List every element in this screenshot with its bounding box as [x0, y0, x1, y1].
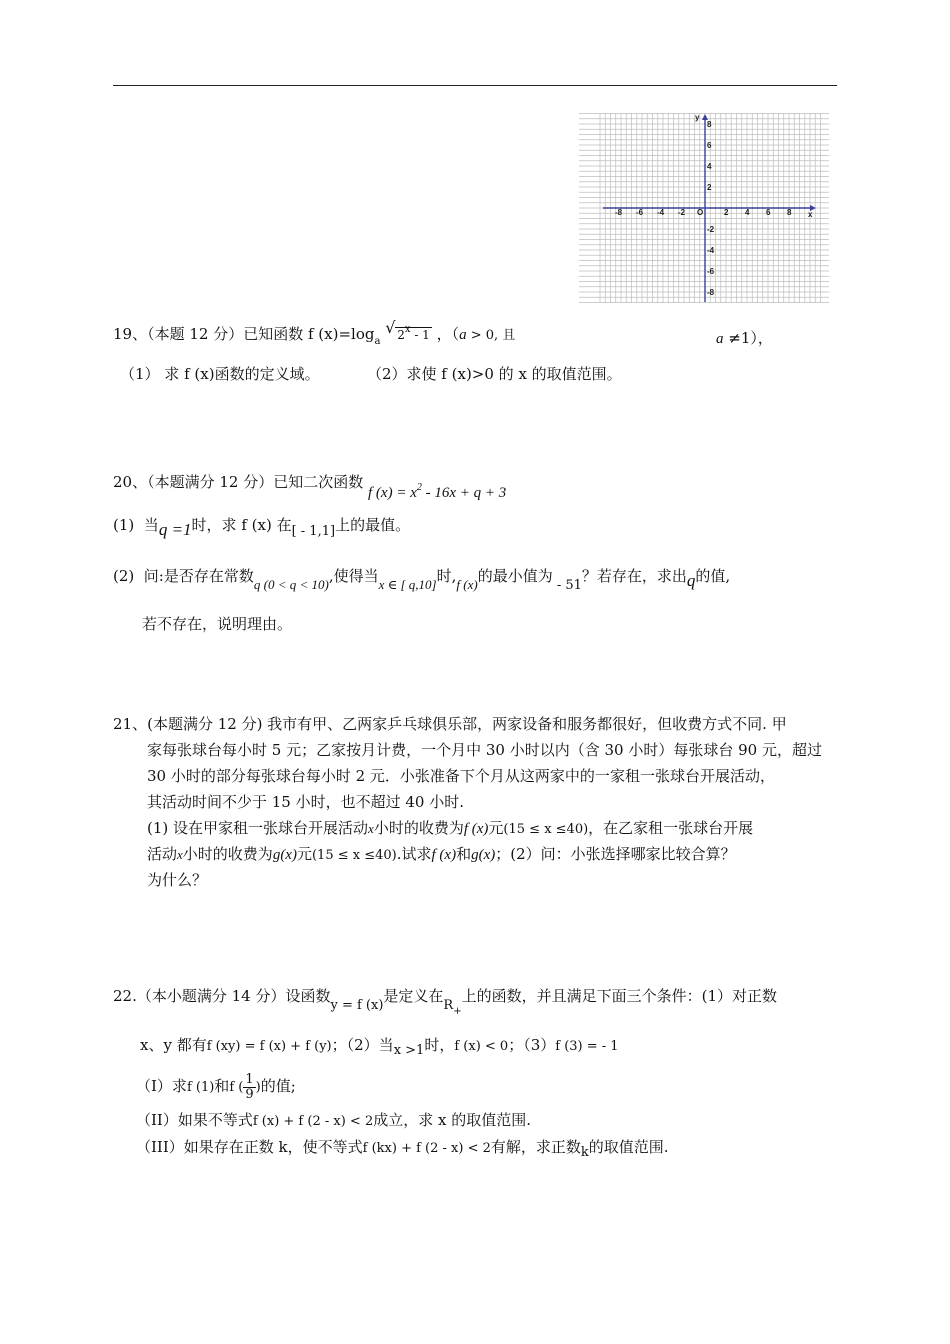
q21-l7: 为什么？: [147, 871, 208, 889]
q22-l4: [136, 1110, 531, 1132]
q22-l5-b: 有解，求正数: [490, 1138, 581, 1156]
q20-p1-a: 当: [143, 516, 159, 534]
q19-cond-open: ，（: [436, 325, 460, 343]
q21-l6-e: 和: [456, 845, 472, 863]
y-tick-label: -8: [707, 288, 715, 297]
q21-l6-f: f (x): [431, 847, 457, 863]
q22-l1-R-letter: R: [443, 998, 454, 1013]
q22-l1-b: 是定义在: [383, 987, 444, 1005]
x-tick-label: -4: [657, 208, 665, 217]
q20-p1-label: (1): [113, 516, 135, 534]
q19-cond2-rest: ≠1），: [723, 329, 773, 347]
q21-l1: 21、(本题满分 12 分) 我市有甲、乙两家乒乓球俱乐部，两家设备和服务都很好，但收费方式不同. 甲: [113, 715, 787, 733]
q20-func-base: f (x) = x: [368, 485, 417, 501]
q19-line: [113, 320, 515, 352]
q20-part1: [113, 515, 410, 537]
q20-p2-val: - 51: [552, 578, 582, 593]
q21-l5-b: 小时的收费为: [373, 819, 464, 837]
q21-l6-range: (15 ≤ x ≤40): [311, 848, 397, 863]
q20-p2-line2: 若不存在，说明理由。: [142, 615, 293, 633]
q20-p1-b: 时，求 f (x) 在: [191, 516, 292, 534]
q22-l5-ineq: f (kx) + f (2 - x) < 2: [362, 1141, 491, 1156]
q20-p2-f: f (x): [456, 577, 478, 592]
q20-p2-c: 时,: [436, 567, 457, 585]
q19-radicand-rest: - 1: [410, 328, 430, 342]
q19-cond2-a: a: [716, 331, 724, 347]
q22-l2-c: 时，: [424, 1036, 455, 1054]
q20-head-line: [113, 468, 507, 501]
q19-cond-a: a: [459, 327, 467, 343]
q22-l3-f: f (: [229, 1080, 244, 1095]
q20-p2-q: q (0 < q < 10): [253, 577, 329, 592]
q20-func-exp: 2: [416, 482, 422, 493]
q22-l3-den: 9: [245, 1086, 254, 1102]
q22-l3-c: 的值;: [260, 1077, 296, 1095]
x-tick-label: O: [697, 208, 704, 217]
q22-l5-a: （III）如果存在正数 k，使不等式: [136, 1138, 363, 1156]
q20-p2-e: ？若存在，求出: [581, 567, 687, 585]
q21-l4: 其活动时间不少于 15 小时，也不超过 40 小时.: [147, 793, 465, 811]
q22-l2-d: ；（3）: [508, 1036, 556, 1054]
q22-l1-c: 上的函数，并且满足下面三个条件：(1）对正数: [461, 987, 778, 1005]
q22-l5-c: 的取值范围.: [588, 1138, 669, 1156]
q21-l6-c: 元: [296, 845, 312, 863]
q21-l5-x: x: [368, 821, 374, 836]
q22-l1-R: [443, 998, 462, 1017]
x-tick-label: -6: [636, 208, 644, 217]
q22-l4-a: （II）如果不等式: [136, 1111, 253, 1129]
q20-p2-q2: q: [686, 571, 696, 590]
q22-l3-num: 1: [245, 1071, 254, 1087]
q20-p1-q: q =1: [158, 520, 192, 539]
q20-part2: [113, 566, 731, 593]
q22-l2-a: x、y 都有: [140, 1036, 207, 1054]
y-tick-label: -6: [707, 267, 715, 276]
q21-l2: 家每张球台每小时 5 元；乙家按月计费，一个月中 30 小时以内（含 30 小时）每张球台 90 元，超过: [147, 741, 822, 759]
x-tick-label: 6: [766, 208, 771, 217]
q20-p2-a: 问:是否存在常数: [143, 567, 254, 585]
q22-l3-f1: f (1): [186, 1080, 215, 1095]
q19-log-base: a: [374, 336, 381, 347]
q22-l3-frac: [243, 1073, 255, 1102]
q22-l2-x: x >1: [393, 1043, 425, 1058]
q20-p2-d: 的最小值为: [477, 567, 553, 585]
y-axis-label: y: [695, 113, 700, 122]
q22-l4-ineq: f (x) + f (2 - x) < 2: [252, 1114, 374, 1129]
q22-l1: [113, 986, 778, 1017]
q21-l6-d: .试求: [396, 845, 432, 863]
q20-head: 20、（本题满分 12 分）已知二次函数: [113, 473, 364, 491]
header-rule: [113, 85, 837, 86]
q21-l6-b: 小时的收费为: [182, 845, 273, 863]
q22-l2-b: ；（2）当: [331, 1036, 394, 1054]
q19-cond-mid: > 0, 且: [466, 328, 516, 343]
q21-l5: [147, 818, 753, 840]
x-tick-label: 8: [787, 208, 792, 217]
q22-l2-eq: f (xy) = f (x) + f (y): [206, 1039, 332, 1054]
q21-l3: 30 小时的部分每张球台每小时 2 元．小张准备下个月从这两家中的一家租一张球台开展活动，: [147, 767, 775, 785]
q20-p2-f2: 的值,: [695, 567, 731, 585]
sqrt-icon: √: [385, 318, 396, 337]
y-tick-label: -4: [707, 246, 715, 255]
q22-l3-b: 和: [214, 1077, 230, 1095]
q20-func-rest: - 16x + q + 3: [421, 485, 507, 501]
q19-cond2: [716, 328, 773, 349]
y-tick-label: 8: [707, 120, 712, 129]
q22-l5: [136, 1137, 669, 1159]
q21-l5-d: ，在乙家租一张球台开展: [588, 819, 754, 837]
q19-sub1: （1） 求 f (x)函数的定义域。: [120, 365, 320, 383]
q20-p1-c: 上的最值。: [335, 516, 411, 534]
q20-func: [368, 482, 507, 501]
q21-l5-range: (15 ≤ x ≤40): [503, 822, 589, 837]
q21-l5-c: 元: [488, 819, 504, 837]
y-tick-label: 6: [707, 141, 712, 150]
x-tick-label: 2: [724, 208, 729, 217]
q20-p1-interval: [ - 1,1]: [291, 524, 336, 539]
q21-l6: [147, 844, 736, 866]
q22-l5-k: k: [580, 1145, 589, 1160]
q22-l4-b: 成立，求 x 的取值范围.: [373, 1111, 531, 1129]
q22-l3-a: （I）求: [136, 1077, 187, 1095]
q19-head: 19、（本题 12 分）已知函数 f (x)=log: [113, 325, 375, 343]
y-tick-label: -2: [707, 225, 715, 234]
q19-sqrt: [385, 320, 432, 345]
coordinate-grid: [578, 112, 830, 304]
y-tick-label: 4: [707, 162, 712, 171]
x-tick-label: 4: [745, 208, 750, 217]
q21-l6-x: x: [177, 847, 183, 862]
q22-l1-a: 22.（本小题满分 14 分）设函数: [113, 987, 331, 1005]
x-axis-label: x: [808, 210, 813, 219]
q22-l2-f: f (x) < 0: [454, 1039, 509, 1054]
q21-l5-f: f (x): [463, 821, 489, 837]
q21-l5-a: (1) 设在甲家租一张球台开展活动: [147, 819, 369, 837]
x-tick-label: -8: [615, 208, 623, 217]
q21-l6-g2: g(x): [471, 847, 496, 863]
q22-l3-close: ): [255, 1080, 261, 1095]
q19-sub2: （2）求使 f (x)>0 的 x 的取值范围。: [367, 365, 622, 383]
q21-l6-g: g(x): [272, 847, 297, 863]
q22-l2-f3: f (3) = - 1: [555, 1039, 619, 1054]
q20-p2-label: (2): [113, 567, 135, 585]
q19-radicand-exp: x: [404, 324, 411, 335]
grid-svg: [578, 112, 830, 304]
q19-radicand: 2: [397, 328, 405, 342]
x-tick-label: -2: [678, 208, 686, 217]
q22-l1-y: y = f (x): [330, 998, 384, 1013]
y-tick-label: 2: [707, 183, 712, 192]
q20-p2-b: ,使得当: [328, 567, 379, 585]
q21-l6-f2: ；(2）问：小张选择哪家比较合算？: [495, 845, 736, 863]
q22-l1-R-sub: +: [453, 1006, 462, 1017]
q22-l2: [140, 1035, 619, 1057]
q20-p2-interval: x ∈ [ q,10]: [378, 577, 437, 592]
q22-l3: [136, 1068, 296, 1106]
q21-l6-a: 活动: [147, 845, 178, 863]
